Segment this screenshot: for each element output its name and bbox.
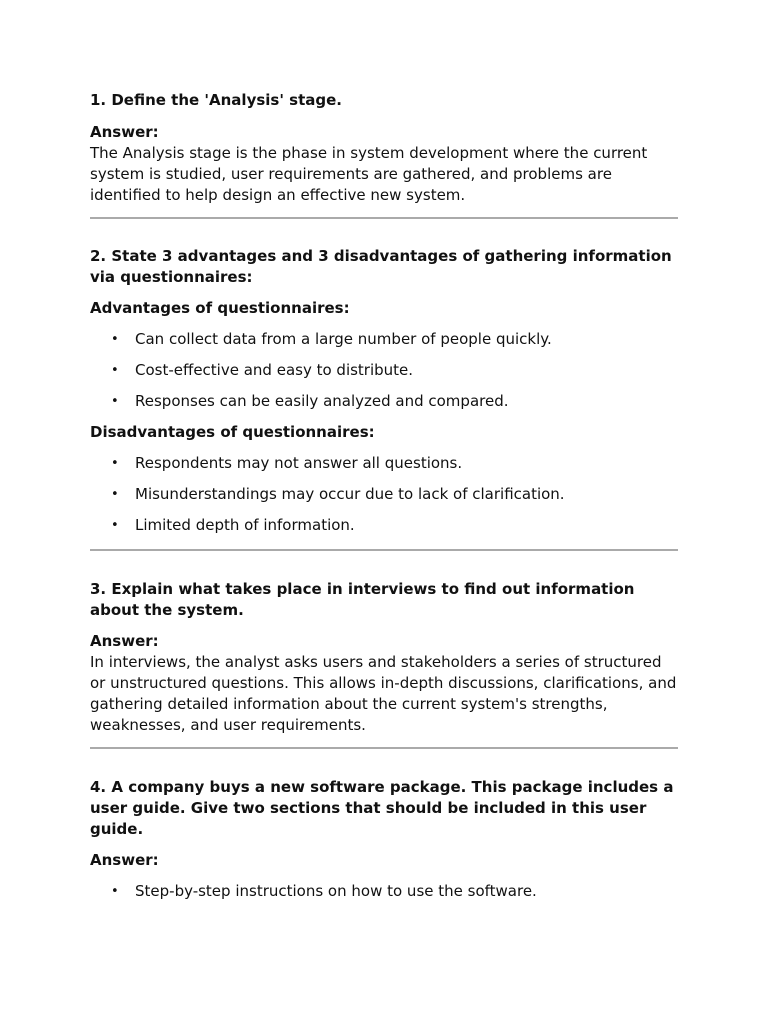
question-4: 4. A company buys a new software package. This package includes a user guide. Give two sections that should be included in this user guide. [90,778,674,838]
bullet-icon: • [111,332,119,347]
section-1 [90,90,678,206]
disadvantage-text: Limited depth of information. [135,516,355,534]
divider-2 [90,549,678,551]
list-item [90,329,678,350]
question-3: 3. Explain what takes place in interviews to find out information about the system. [90,580,635,619]
advantage-text: Responses can be easily analyzed and compared. [135,392,509,410]
disadvantages-label: Disadvantages of questionnaires: [90,423,375,441]
disadvantage-text: Respondents may not answer all questions. [135,454,463,472]
answer-label-4: Answer: [90,851,159,869]
list-item [90,515,678,536]
section-4 [90,777,678,902]
advantage-text: Can collect data from a large number of people quickly. [135,330,552,348]
answer-text-1: The Analysis stage is the phase in system development where the current system is studied, user requirements are gathered, and problems are identified to help design an effective new system. [90,144,648,204]
bullet-icon: • [111,884,119,899]
answer-text-3: In interviews, the analyst asks users and stakeholders a series of structured or unstructured questions. This allows in-depth discussions, clarifications, and gathering detailed information about the current system's strengths, weaknesses, and user requirements. [90,653,677,734]
bullet-icon: • [111,456,119,471]
disadvantage-text: Misunderstandings may occur due to lack of clarification. [135,485,565,503]
disadvantages-list [90,453,678,536]
answer-item-text: Step-by-step instructions on how to use the software. [135,882,537,900]
list-item [90,881,678,902]
question-2: 2. State 3 advantages and 3 disadvantages of gathering information via questionnaires: [90,247,672,286]
answer-label-3: Answer: [90,632,159,650]
bullet-icon: • [111,518,119,533]
divider-3 [90,747,678,749]
advantages-list [90,329,678,412]
divider-1 [90,217,678,219]
list-item [90,391,678,412]
advantage-text: Cost-effective and easy to distribute. [135,361,414,379]
list-item [90,360,678,381]
section-3 [90,579,678,736]
answer-list-4 [90,881,678,902]
bullet-icon: • [111,363,119,378]
list-item [90,484,678,505]
list-item [90,453,678,474]
bullet-icon: • [111,487,119,502]
section-2 [90,246,678,536]
bullet-icon: • [111,394,119,409]
answer-label-1: Answer: [90,123,159,141]
question-1: 1. Define the 'Analysis' stage. [90,91,342,109]
advantages-label: Advantages of questionnaires: [90,299,350,317]
